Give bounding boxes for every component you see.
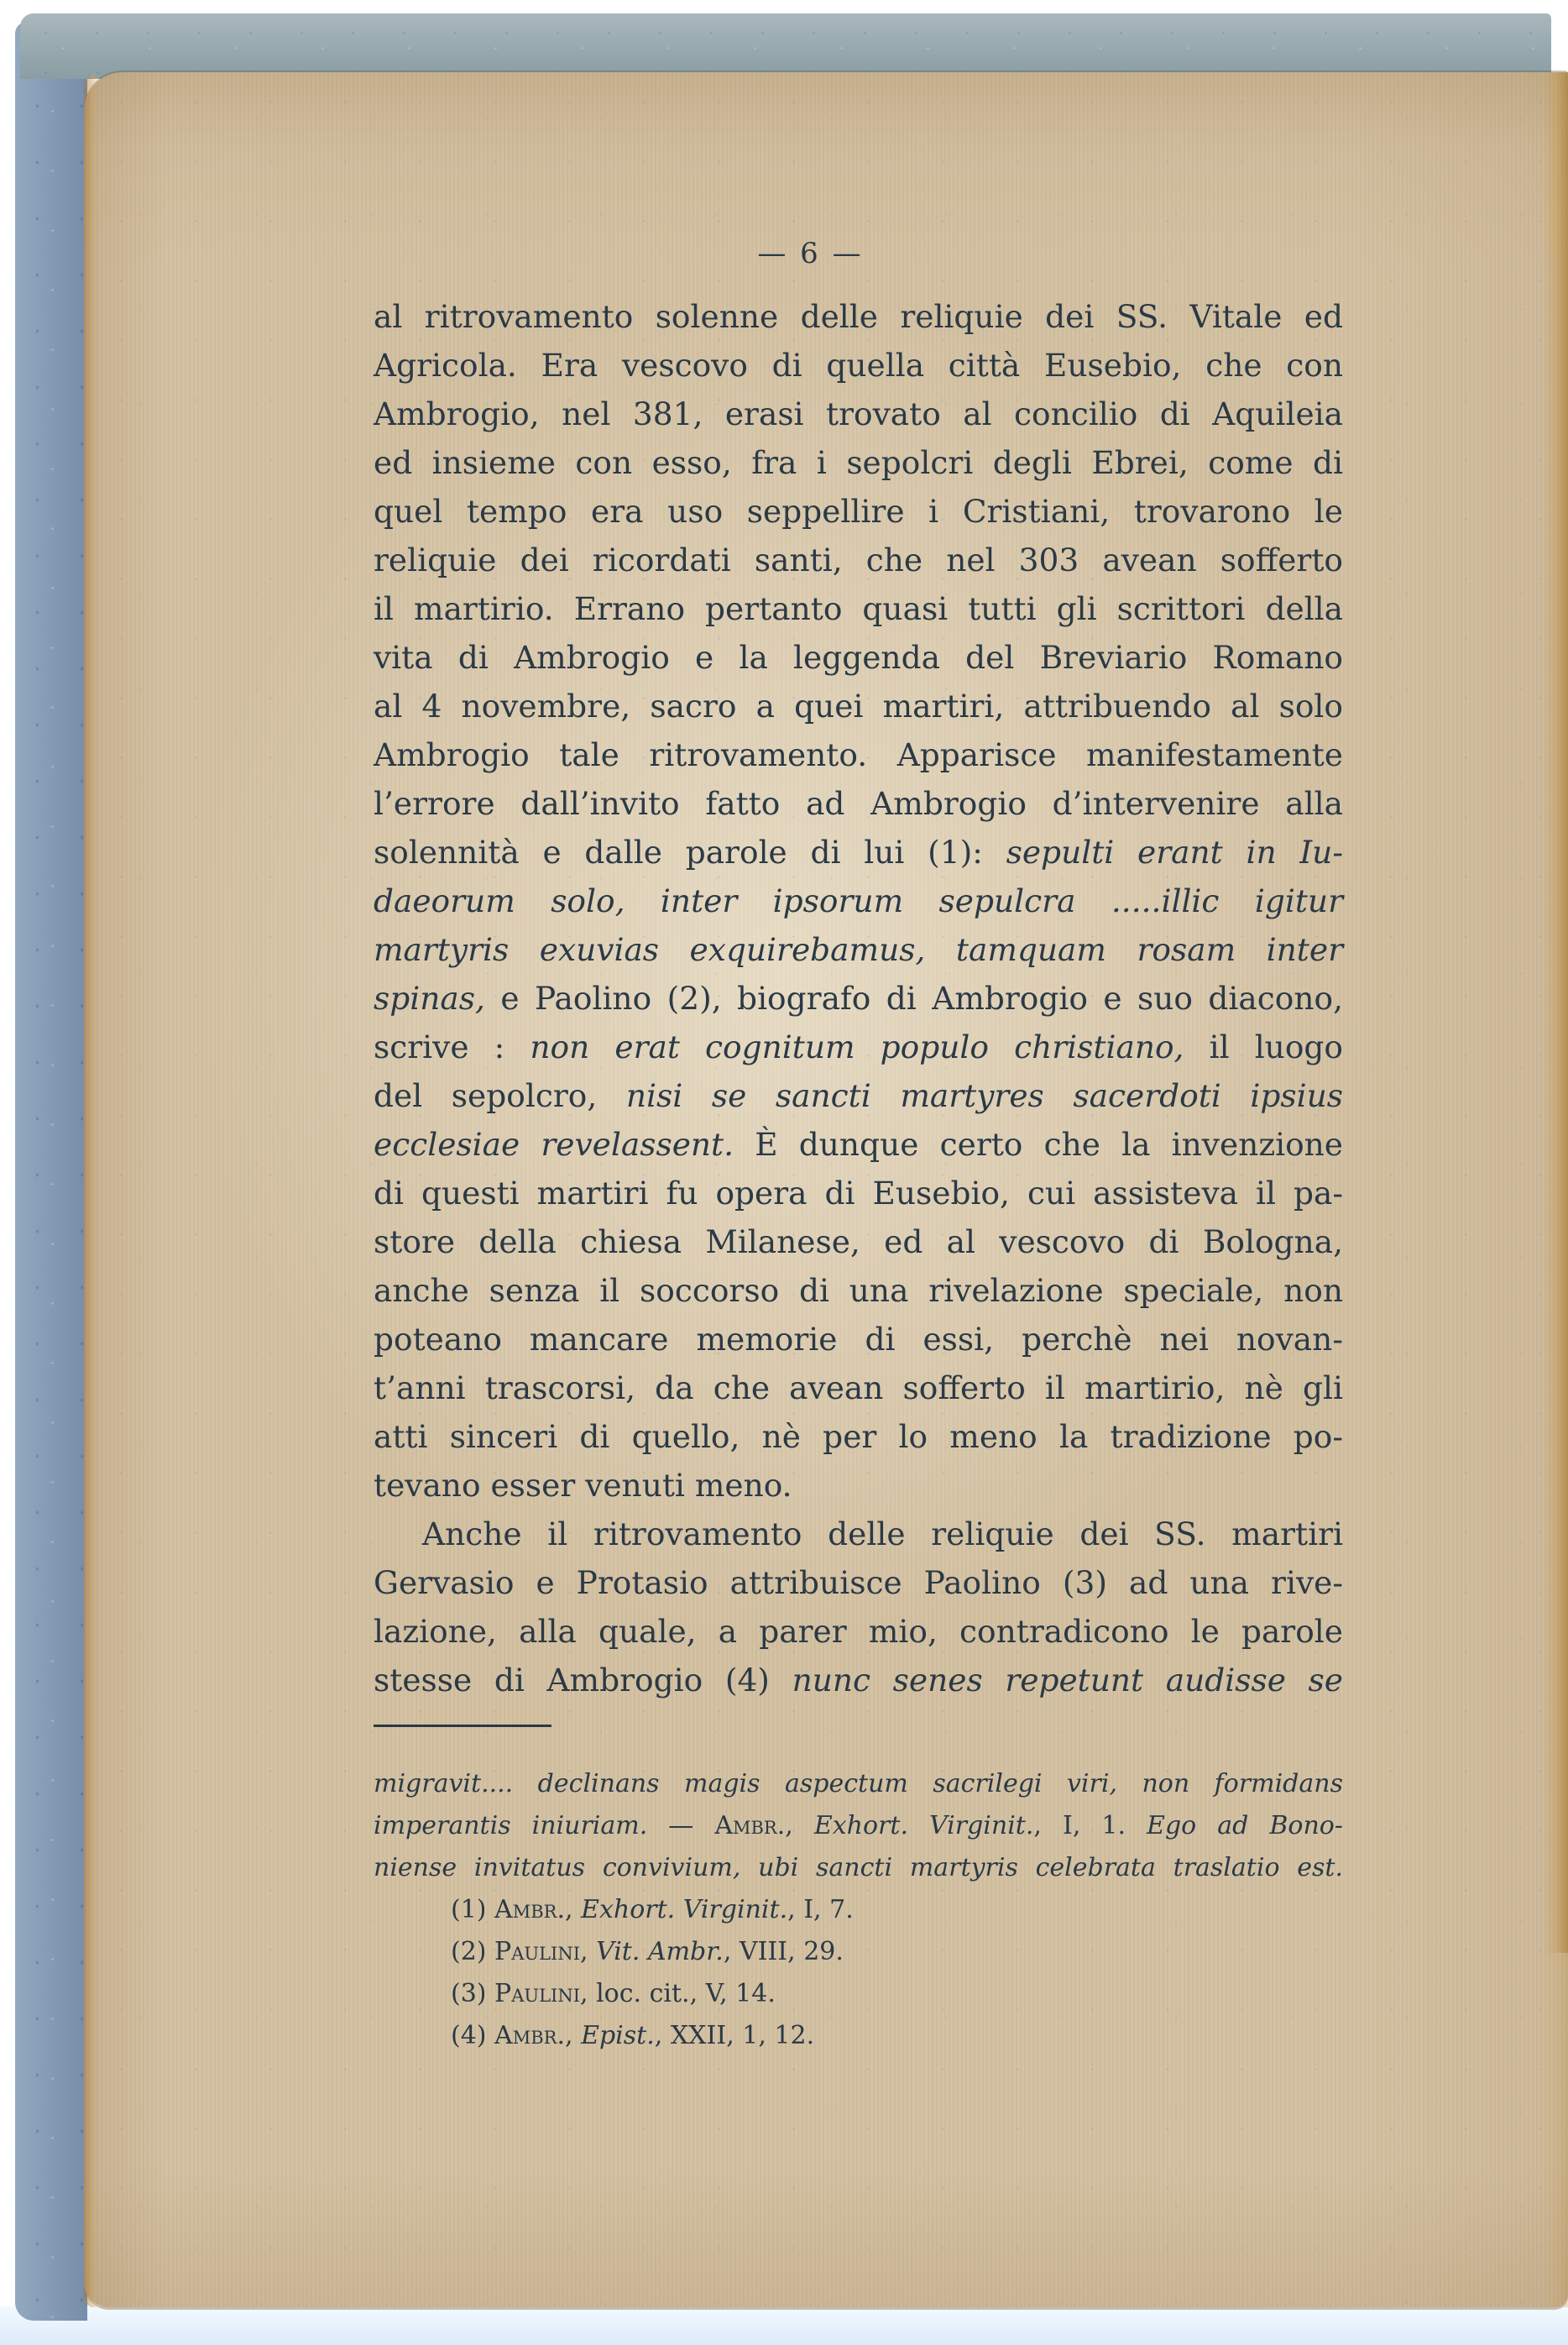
text-line: poteano mancare memorie di essi, perchè nei novan- xyxy=(374,1321,1343,1358)
page-edge-right-fade xyxy=(1543,1953,1568,2307)
footnote-line: niense invitatus convivium, ubi sancti martyris celebrata traslatio est. xyxy=(374,1853,1343,1882)
footnote-line: migravit.... declinans magis aspectum sacrilegi viri, non formidans xyxy=(374,1769,1343,1798)
text-line: vita di Ambrogio e la leggenda del Breviario Romano xyxy=(374,639,1343,676)
text-line: daeorum solo, inter ipsorum sepulcra .....illic igitur xyxy=(374,882,1343,919)
scanner-bed-bottom xyxy=(0,2306,1568,2345)
page-number: — 6 — xyxy=(757,237,864,270)
footnote-separator xyxy=(374,1725,551,1727)
text-line: tevano esser venuti meno. xyxy=(374,1467,792,1504)
text-line: store della chiesa Milanese, ed al vescovo di Bologna, xyxy=(374,1223,1343,1260)
text-line: il martirio. Errano pertanto quasi tutti gli scrittori della xyxy=(374,590,1343,627)
text-line: Anche il ritrovamento delle reliquie dei SS. martiri xyxy=(422,1515,1343,1552)
text-line: anche senza il soccorso di una rivelazione speciale, non xyxy=(374,1272,1343,1309)
footnote-line: (2) Paulini, Vit. Ambr., VIII, 29. xyxy=(451,1937,844,1966)
text-line: solennità e dalle parole di lui (1): sepulti erant in Iu- xyxy=(374,834,1343,871)
text-line: ecclesiae revelassent. È dunque certo che la invenzione xyxy=(374,1126,1343,1163)
text-line: atti sinceri di quello, nè per lo meno la tradizione po- xyxy=(374,1418,1343,1455)
text-line: martyris exuvias exquirebamus, tamquam rosam inter xyxy=(374,931,1343,968)
text-line: spinas, e Paolino (2), biografo di Ambrogio e suo diacono, xyxy=(374,980,1343,1017)
text-line: al 4 novembre, sacro a quei martiri, attribuendo al solo xyxy=(374,688,1343,725)
book-cover-edge-top xyxy=(20,13,1551,79)
text-line: di questi martiri fu opera di Eusebio, cui assisteva il pa- xyxy=(374,1175,1343,1212)
footnotes xyxy=(374,1763,1343,2057)
text-line: Ambrogio, nel 381, erasi trovato al concilio di Aquileia xyxy=(374,395,1343,432)
body-text xyxy=(374,292,1343,1704)
book-page xyxy=(84,72,1568,2307)
text-line: ed insieme con esso, fra i sepolcri degli Ebrei, come di xyxy=(374,444,1343,481)
text-line: al ritrovamento solenne delle reliquie dei SS. Vitale ed xyxy=(374,298,1343,335)
text-line: l’errore dall’invito fatto ad Ambrogio d’intervenire alla xyxy=(374,785,1343,822)
page-edge-left xyxy=(84,72,99,2307)
text-line: stesse di Ambrogio (4) nunc senes repetunt audisse se xyxy=(374,1662,1343,1699)
text-line: Agricola. Era vescovo di quella città Eusebio, che con xyxy=(374,347,1343,384)
text-line: Gervasio e Protasio attribuisce Paolino (3) ad una rive- xyxy=(374,1564,1343,1601)
book-cover-edge-left xyxy=(15,22,87,2321)
page-edge-right xyxy=(1543,72,1568,1953)
text-line: lazione, alla quale, a parer mio, contradicono le parole xyxy=(374,1613,1343,1650)
footnote-line: (3) Paulini, loc. cit., V, 14. xyxy=(451,1979,776,2008)
footnote-line: (1) Ambr., Exhort. Virginit., I, 7. xyxy=(451,1895,854,1924)
text-line: reliquie dei ricordati santi, che nel 303 avean sofferto xyxy=(374,542,1343,578)
text-line: Ambrogio tale ritrovamento. Apparisce manifestamente xyxy=(374,736,1343,773)
text-line: t’anni trascorsi, da che avean sofferto il martirio, nè gli xyxy=(374,1369,1343,1406)
footnote-line: imperantis iniuriam. — Ambr., Exhort. Virginit., I, 1. Ego ad Bono- xyxy=(374,1811,1343,1840)
text-line: scrive : non erat cognitum populo christiano, il luogo xyxy=(374,1029,1343,1065)
text-line: quel tempo era uso seppellire i Cristiani, trovarono le xyxy=(374,493,1343,530)
footnote-line: (4) Ambr., Epist., XXII, 1, 12. xyxy=(451,2021,815,2050)
text-line: del sepolcro, nisi se sancti martyres sacerdoti ipsius xyxy=(374,1077,1344,1114)
